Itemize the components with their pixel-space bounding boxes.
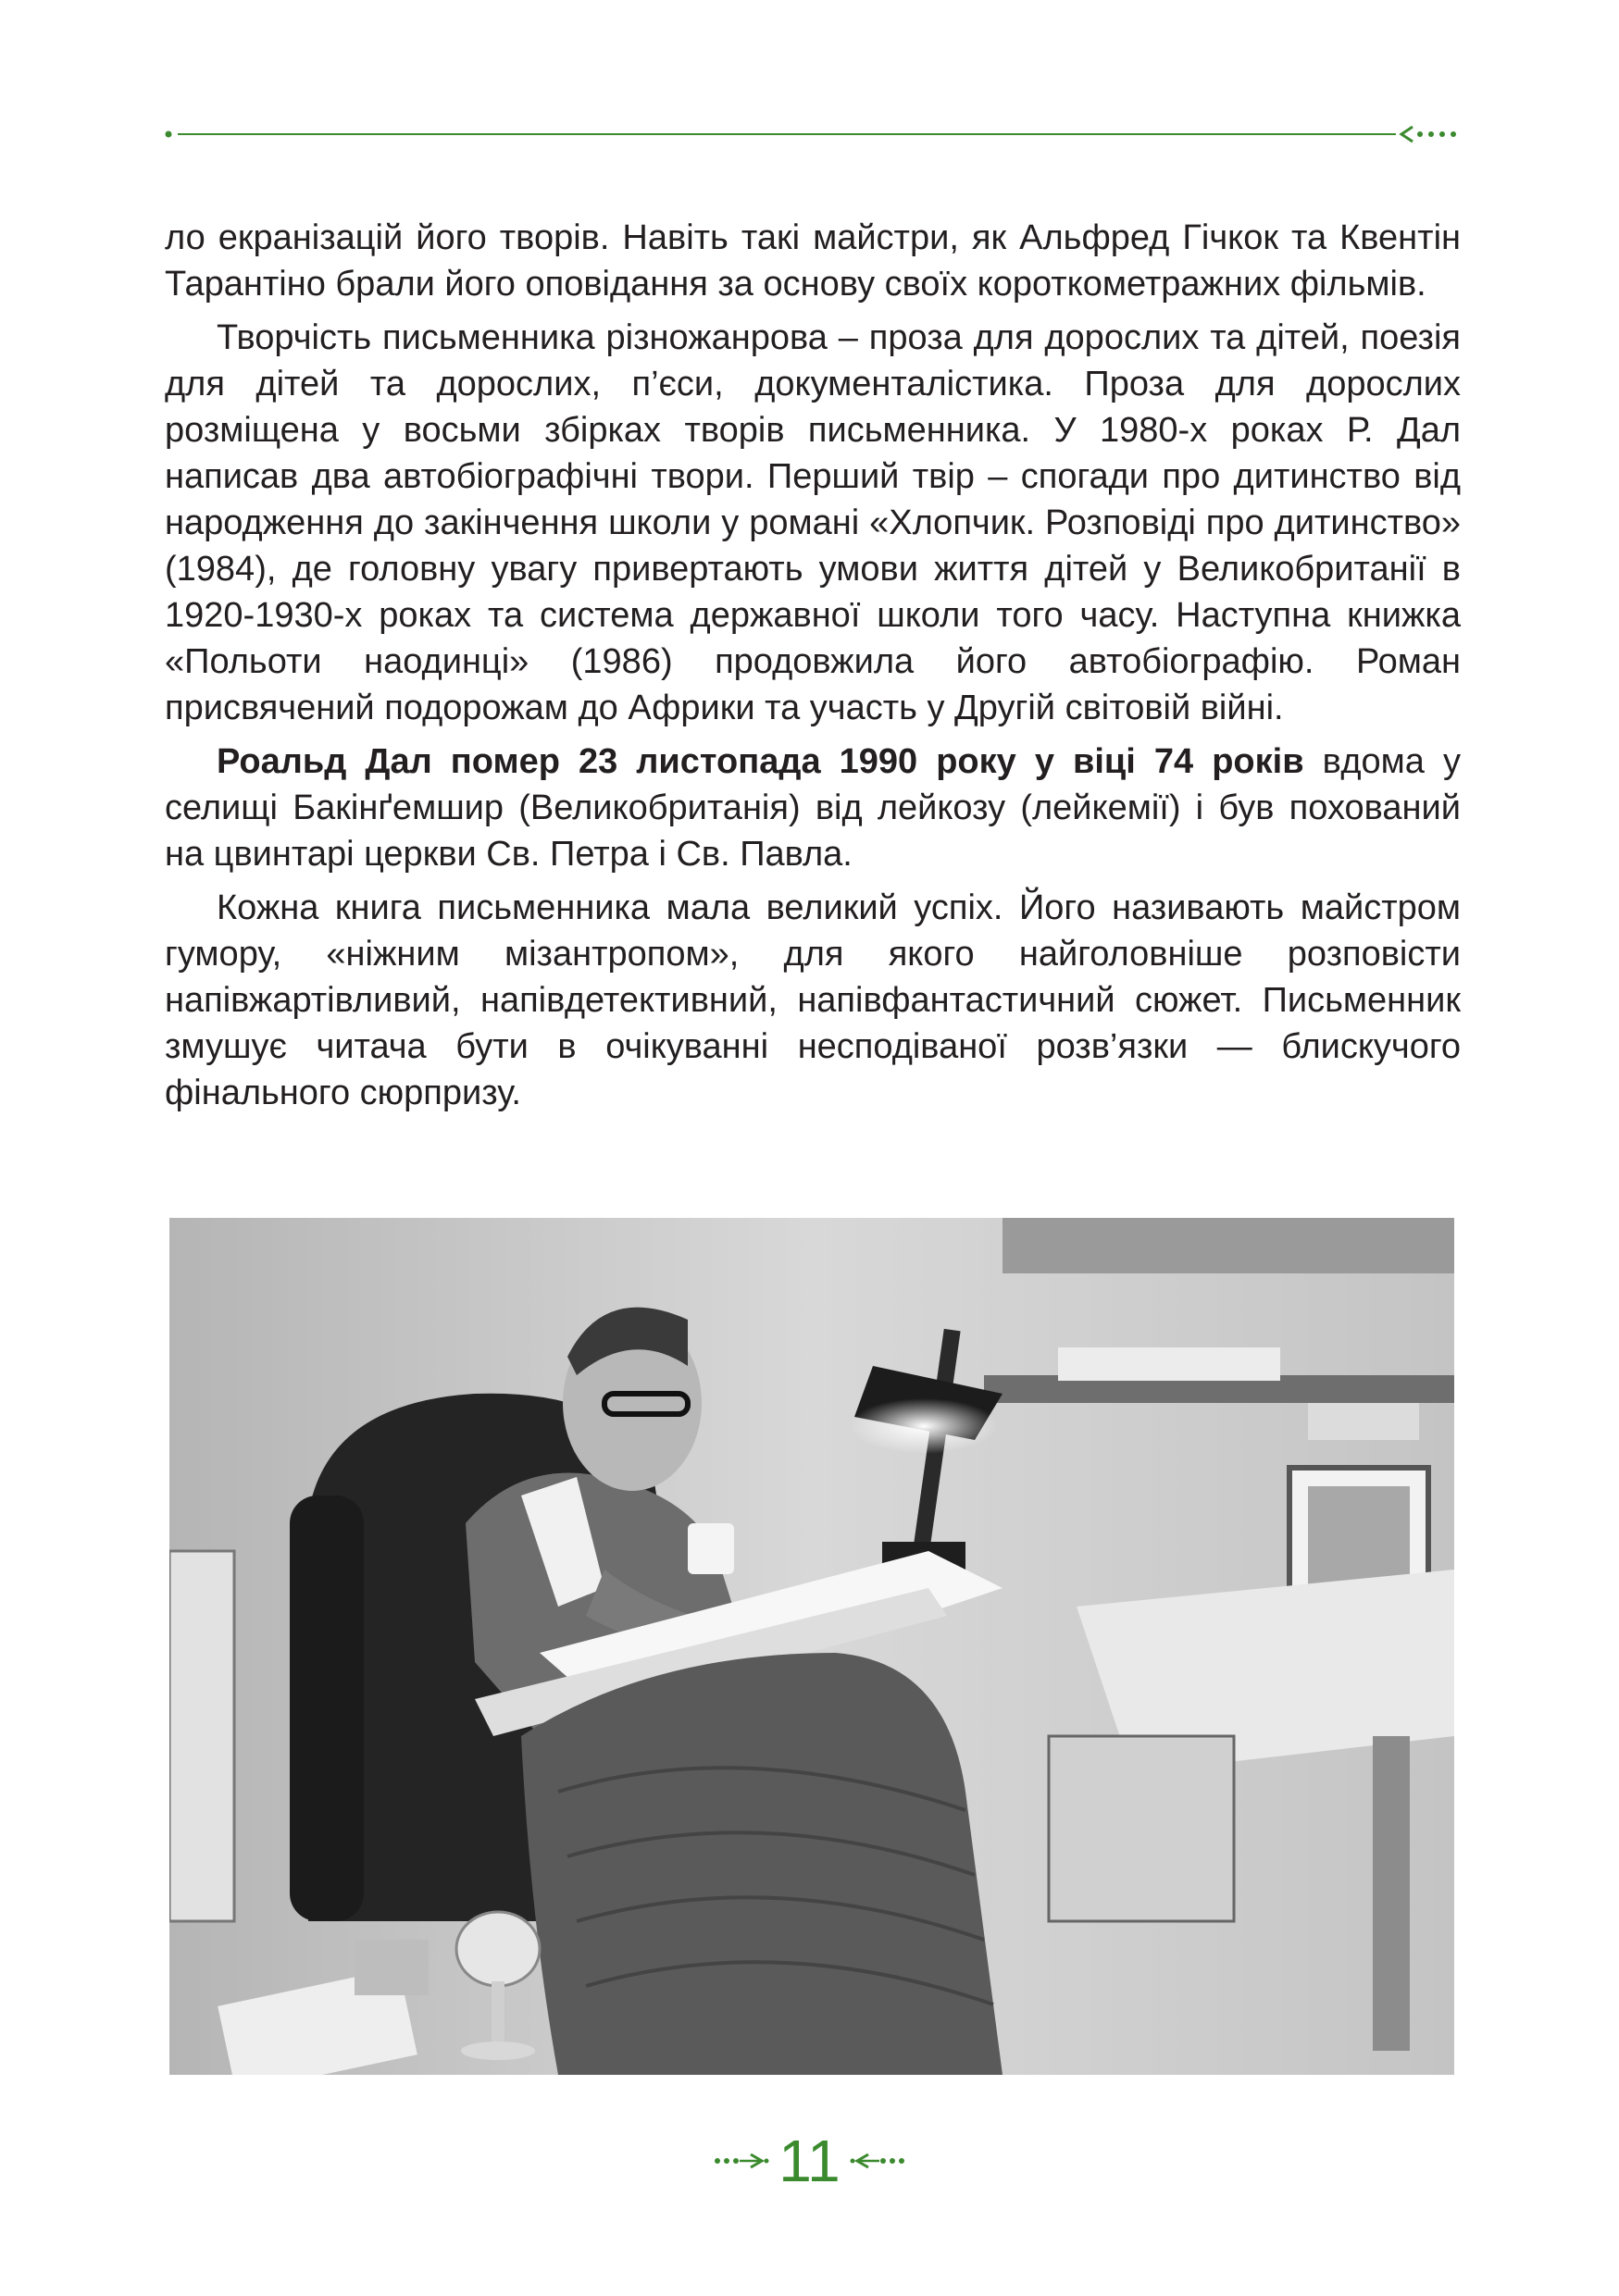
header-rule bbox=[165, 122, 1461, 146]
photo-writer-at-desk bbox=[169, 1218, 1454, 2075]
paragraph-3-bold-lead: Роальд Дал помер 23 листопада 1990 року у віці 74 років bbox=[217, 742, 1304, 781]
paragraph-3 bbox=[165, 738, 1461, 877]
paragraph-3-rest: вдома у селищі Бакінґемшир (Великобританія) від лейкозу (лейкемії) і був похований на цвинтарі церкви Св. Петра і Св. Павла. bbox=[165, 742, 1461, 874]
paragraph-1: ло екранізацій його творів. Навіть такі майстри, як Альфред Гічкок та Квентін Тарантіно брали його оповідання за основу своїх короткометражних фільмів. bbox=[165, 218, 1461, 304]
page-number-block bbox=[0, 2128, 1619, 2193]
page-number: 11 bbox=[778, 2128, 841, 2194]
body-text bbox=[165, 215, 1461, 1116]
paragraph-4: Кожна книга письменника мала великий успіх. Його називають майстром гумору, «ніжним мізантропом», для якого найголовніше розповісти напівжартівливий, напівдетективний, напівфантастичний сюжет. Письменник змушує читача бути в очікуванні несподіваної розв’язки — блискучого фінального сюрпризу. bbox=[165, 888, 1461, 1112]
paragraph-2: Творчість письменника різножанрова – проза для дорослих та дітей, поезія для дітей та дорослих, п’єси, документалістика. Проза для дорослих розміщена у восьми збірках творів письменника. У 1980-х роках Р. Дал написав два автобіографічні твори. Перший твір – спогади про дитинство від народження до закінчення школи у романі «Хлопчик. Розповіді про дитинство» (1984), де головну увагу привертають умови життя дітей у Великобританії в 1920-1930-х роках та система державної школи того часу. Наступна книжка «Польоти наодинці» (1986) продовжила його автобіографію. Роман присвячений подорожам до Африки та участь у Другій світовій війні. bbox=[165, 318, 1461, 727]
arrow-right-icon bbox=[714, 2152, 769, 2170]
arrow-left-icon bbox=[850, 2152, 905, 2170]
